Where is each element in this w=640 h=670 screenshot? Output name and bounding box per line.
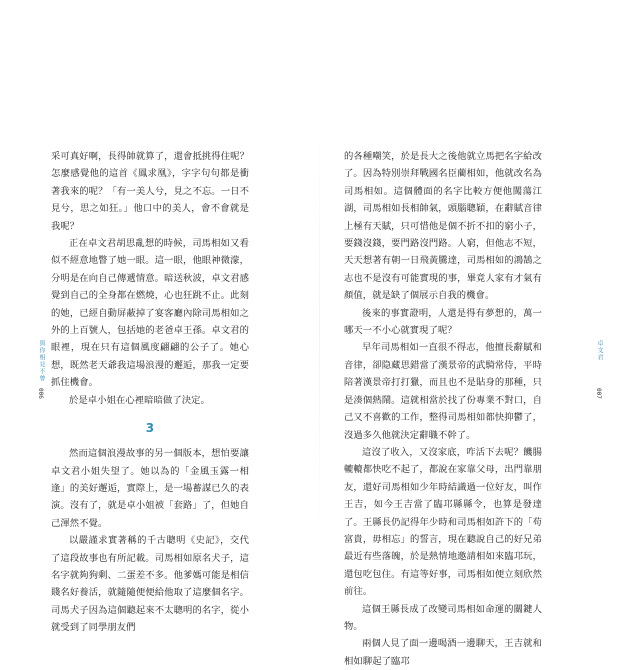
right-page-body bbox=[344, 148, 542, 670]
paragraph: 這個王縣長成了改變司馬相如命運的關鍵人物。 bbox=[344, 603, 542, 632]
paragraph: 正在卓文君胡思亂想的時候，司馬相如又看似不經意地瞥了她一眼。這一眼，他眼神微濛，分明是在向自己傳遞情意。暗送秋波，卓文君感覺到自己的全身都在燃燒，心也狂跳不止。此刻的她，已經自動屏蔽掉了宴客廳內除司馬相如之外的上百號人，包括她的老爸卓王孫。卓文君的眼裡，現在只有這個風度翩翩的公子了。她心想，既然老天爺我這場浪漫的邂逅，那我一定要抓住機會。 bbox=[51, 238, 249, 389]
left-page-number: 006 bbox=[37, 388, 44, 399]
left-page-body bbox=[51, 148, 249, 637]
section-number: 3 bbox=[145, 421, 155, 436]
paragraph: 後來的事實證明，人還是得有夢想的，萬一哪天一不小心就實現了呢？ bbox=[344, 307, 542, 337]
paragraph: 采可真好啊，長得帥就算了，還會抵挑得住呢？怎麼感覺他的這首《鳳求凰》，字字句句都是衝著我來的呢？「有一美人兮，見之不忘。一日不見兮，思之如狂。」他口中的美人，會不會就是我呢？ bbox=[51, 151, 249, 232]
right-page-number: 007 bbox=[595, 388, 602, 399]
paragraph: 於是卓小姐在心裡暗暗做了決定。 bbox=[69, 394, 210, 406]
paragraph: 然而這個浪漫故事的另一個版本，想怕要讓卓文君小姐失望了。她以為的「金風玉露一相逢」的美好邂逅，實際上，是一場蓄謀已久的表演。沒有了，就是卓小姐被「套路」了，但她自己渾然不覺。 bbox=[51, 448, 249, 529]
paragraph: 的各種嘲笑，於是長大之後他就立馬把名字給改了。因為特別崇拜戰國名臣藺相如，他就改名為司馬相如。這個體面的名字比較方便他闖蕩江湖，司馬相如長相帥氣，頭腦聰穎，在辭賦音律上極有天賦，只可惜他是個不折不扣的窮小子，要錢沒錢，要門路沒門路。人窮，但他志不短，天天想著有朝一日飛黃騰達，司馬相如的鴻鵠之志也不是沒有可能實現的事，畢竟人家有才氣有顏值，就是缺了個展示自我的機會。 bbox=[344, 151, 542, 302]
right-running-header: 卓文君 bbox=[596, 340, 603, 361]
paragraph: 這沒了收入，又沒家底，咋活下去呢？饑腸轆轆都快吃不起了，都說在家靠父母，出門靠朋友，還好司馬相如少年時結識過一位好友，叫作王吉，如今王吉當了臨邛縣縣令，也算是發達了。王縣長仍記得年少時和司馬相如許下的「苟富貴，毋相忘」的誓言，現在聽說自己的好兄弟最近有些落魄，於是熱情地邀請相如來臨邛玩，還包吃包住。有這等好事，司馬相如便立刻欣然前往。 bbox=[344, 446, 542, 598]
paragraph: 早年司馬相如一直很不得志，他擅長辭賦和音律，卻隐藏思錯當了漢景帝的武騎常侍，平時陪著漢景帝打打獵，而且也不是貼身的那種，只是湊個熱鬧。這就相當於找了份專業不對口，自己又不喜歡的工作，整得司馬相如都快抑鬱了，沒過多久他就決定辭職不幹了。 bbox=[344, 342, 542, 441]
book-gutter bbox=[319, 120, 320, 540]
paragraph: 以嚴謹求實著稱的千古聰明《史記》，交代了這段故事也有所記載。司馬相如原名犬子，這名字就夠狗剩、二蛋差不多。他爹媽可能是相信賤名好養活，就隨隨便便給他取了這麼個名字。司馬犬子因為這個聽起來不太聰明的名字，從小就受到了同學朋友們 bbox=[51, 535, 249, 634]
paragraph: 兩個人見了面一邊喝酒一邊聊天，王吉就和相如聊起了臨邛 bbox=[344, 638, 542, 667]
left-running-header: 與你相見不曾 bbox=[38, 340, 45, 382]
